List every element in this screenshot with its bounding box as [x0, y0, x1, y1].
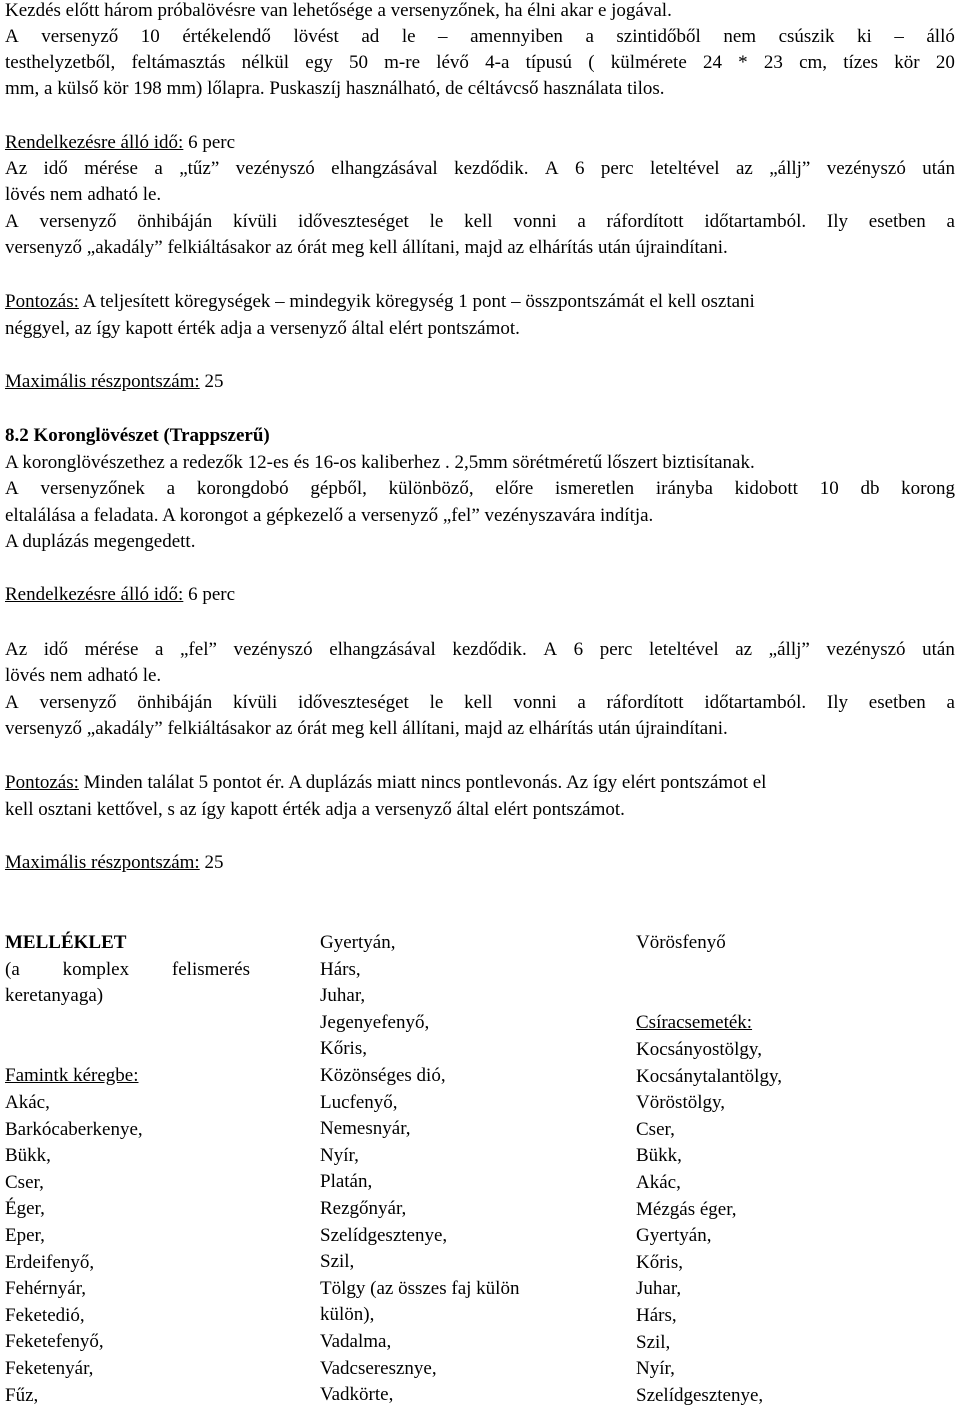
word: testhelyzetből,	[5, 52, 116, 73]
scoring-text: Minden találat 5 pontot ér. A duplázás miatt nincs pontlevonás. Az így elért pontszámot el	[78, 772, 767, 793]
list-item: Vörösfenyő	[636, 932, 726, 953]
word: kezdődik.	[454, 158, 529, 179]
paragraph-line: Kezdés előtt három próbalövésre van lehetősége a versenyzőnek, ha élni akar e jogával.	[5, 0, 672, 21]
word: időveszteséget	[298, 692, 409, 713]
scoring-text: A teljesített köregységek – mindegyik köregység 1 pont – összpontszámát el kell osztani	[78, 291, 755, 312]
paragraph-line: kell osztani kettővel, s az így kapott érték adja a versenyző által elért pontszámot.	[5, 799, 625, 820]
word: a	[946, 211, 955, 232]
list-item: Vadkörte,	[320, 1384, 394, 1406]
word: A	[543, 639, 558, 660]
list-item: Éger,	[5, 1198, 45, 1220]
word: nélkül	[241, 52, 290, 73]
word: 24	[702, 52, 722, 73]
paragraph-line	[5, 52, 955, 74]
list-item: Akác,	[5, 1092, 50, 1113]
word: vonni	[513, 692, 557, 713]
list-item: Fűz,	[5, 1384, 39, 1406]
word: –	[894, 26, 904, 47]
max-score-line	[5, 852, 223, 874]
word: a	[946, 692, 955, 713]
list-item: Feketedió,	[5, 1304, 85, 1326]
word: leteltével	[649, 639, 719, 660]
time-limit-value: 6 perc	[183, 584, 236, 605]
word: a	[154, 639, 164, 660]
word: csúszik	[778, 26, 835, 47]
word: értékelendő	[182, 26, 271, 47]
word: időtartamból.	[704, 211, 807, 232]
appendix-subtitle: keretanyaga)	[5, 985, 104, 1006]
word: felismerés	[171, 959, 250, 980]
list-item: Feketenyár,	[5, 1358, 94, 1379]
word: vezényszó	[235, 158, 315, 179]
word: az	[735, 639, 753, 660]
word: elhangzásával	[329, 639, 436, 660]
word: (a	[5, 959, 20, 980]
word: 6	[573, 639, 584, 660]
word: korong	[901, 478, 955, 499]
list-item: Hárs,	[320, 958, 361, 980]
word: kidobott	[734, 478, 798, 499]
word: álló	[926, 26, 955, 47]
list-item: Bükk,	[5, 1145, 51, 1167]
list-item: Nyír,	[636, 1358, 675, 1380]
word: kell	[464, 692, 493, 713]
paragraph-line: A duplázás megengedett.	[5, 531, 196, 552]
list-item: Szelídgesztenye,	[320, 1224, 448, 1246]
word: A	[544, 158, 559, 179]
paragraph-line	[5, 478, 955, 500]
word: 20	[935, 52, 955, 73]
word: elhangzásával	[331, 158, 438, 179]
word: a	[154, 158, 163, 179]
paragraph-line: lövés nem adható le.	[5, 184, 162, 205]
section-heading: 8.2 Koronglövészet (Trappszerű)	[5, 425, 270, 446]
max-score-value: 25	[199, 852, 224, 873]
word: időveszteséget	[298, 211, 409, 232]
word: a	[577, 211, 586, 232]
word: lövést	[293, 26, 339, 47]
word: 10	[819, 478, 839, 499]
paragraph-line	[5, 26, 955, 48]
word: „állj”	[768, 639, 810, 660]
word: a	[585, 26, 594, 47]
word: kívüli	[232, 211, 278, 232]
word: időtartamból.	[704, 692, 807, 713]
word: vezényszó	[826, 639, 906, 660]
word: „tűz”	[179, 158, 220, 179]
word: mérése	[84, 158, 138, 179]
word: után	[922, 639, 955, 660]
list-item: Jegenyefenyő,	[320, 1011, 430, 1033]
word: le	[401, 26, 416, 47]
word: Az	[5, 158, 28, 179]
word: különböző,	[388, 478, 474, 499]
word: ráfordított	[606, 692, 684, 713]
list-item: Vadcseresznye,	[320, 1357, 437, 1379]
max-score-label: Maximális részpontszám:	[5, 852, 200, 873]
word: A	[5, 211, 19, 232]
time-limit-label: Rendelkezésre álló idő:	[5, 132, 184, 153]
word: versenyző	[39, 692, 117, 713]
word: A	[5, 478, 19, 499]
paragraph-line: versenyző „akadály” felkiáltásakor az órát meg kell állítani, majd az elhárítás után újraindítani.	[5, 237, 728, 258]
word: lévő	[436, 52, 469, 73]
word: után	[922, 158, 955, 179]
paragraph-line	[5, 211, 955, 233]
word: 10	[140, 26, 160, 47]
word: idő	[43, 639, 69, 660]
word: perc	[599, 639, 633, 660]
paragraph-line	[5, 158, 955, 180]
word: esetben	[868, 211, 926, 232]
list-item: Gyertyán,	[320, 932, 396, 953]
list-item: Nemesnyár,	[320, 1118, 411, 1140]
list-item: Szelídgesztenye,	[636, 1384, 764, 1406]
list-item: Akác,	[636, 1172, 681, 1193]
seedlings-heading: Csíracsemeték:	[636, 1012, 753, 1033]
list-item: Nyír,	[320, 1144, 359, 1166]
word: versenyzőnek	[40, 478, 145, 499]
paragraph-line	[5, 639, 955, 661]
word: tízes	[843, 52, 879, 73]
scoring-line	[5, 291, 755, 313]
word: A	[5, 692, 19, 713]
word: 6	[574, 158, 585, 179]
word: leteltével	[649, 158, 720, 179]
word: amennyiben	[470, 26, 563, 47]
word: Ily	[826, 211, 849, 232]
word: vonni	[513, 211, 557, 232]
list-item: Cser,	[636, 1118, 675, 1140]
word: A	[5, 26, 19, 47]
word: ki	[857, 26, 872, 47]
word: vezényszó	[233, 639, 313, 660]
list-item: Kocsányostölgy,	[636, 1039, 762, 1060]
list-item: Erdeifenyő,	[5, 1251, 95, 1273]
word: db	[860, 478, 880, 499]
word: le	[429, 211, 444, 232]
list-item: Juhar,	[636, 1278, 682, 1300]
list-item: Gyertyán,	[636, 1225, 712, 1247]
list-item: külön),	[320, 1304, 375, 1326]
word: Az	[5, 639, 28, 660]
word: Ily	[826, 692, 849, 713]
word: önhibáján	[137, 692, 213, 713]
word: előre	[495, 478, 534, 499]
word: a	[166, 478, 176, 499]
word: le	[429, 692, 444, 713]
word: (	[588, 52, 595, 73]
word: ráfordított	[606, 211, 684, 232]
time-limit-label: Rendelkezésre álló idő:	[5, 584, 184, 605]
word: külmérete	[610, 52, 687, 73]
list-item: Barkócaberkenye,	[5, 1118, 143, 1140]
paragraph-line	[5, 692, 955, 714]
word: a	[577, 692, 586, 713]
list-item: Cser,	[5, 1171, 44, 1193]
word: 4-a	[485, 52, 510, 73]
word: ad	[361, 26, 380, 47]
scoring-label: Pontozás:	[5, 291, 79, 312]
list-item: Kocsánytalantölgy,	[636, 1065, 782, 1087]
max-score-label: Maximális részpontszám:	[5, 371, 200, 392]
word: 23	[763, 52, 783, 73]
word: vezényszó	[826, 158, 906, 179]
word: irányba	[655, 478, 713, 499]
paragraph-line: mm, a külső kör 198 mm) lőlapra. Puskaszíj használható, de céltávcső használata tilos.	[5, 78, 665, 99]
word: önhibáján	[137, 211, 213, 232]
paragraph-line: eltalálása a feladata. A korongot a gépkezelő a versenyző „fel” vezényszavára indítja.	[5, 505, 654, 526]
word: perc	[600, 158, 634, 179]
word: kívüli	[232, 692, 278, 713]
word: „fel”	[180, 639, 217, 660]
list-item: Feketefenyő,	[5, 1331, 104, 1353]
bark-samples-heading: Famintk kéregbe:	[5, 1065, 139, 1086]
word: gépből,	[310, 478, 367, 499]
word: *	[738, 52, 748, 73]
list-item: Kőris,	[320, 1038, 367, 1060]
word: cm,	[799, 52, 828, 73]
word: versenyző	[41, 26, 119, 47]
word: egy	[305, 52, 333, 73]
word: nem	[723, 26, 757, 47]
scoring-line	[5, 772, 766, 794]
list-item: Közönséges dió,	[320, 1065, 446, 1086]
list-item: Lucfenyő,	[320, 1091, 398, 1113]
word: típusú	[525, 52, 573, 73]
max-score-line	[5, 371, 223, 393]
list-item: Hárs,	[636, 1305, 677, 1326]
paragraph-line: néggyel, az így kapott érték adja a versenyző által elért pontszámot.	[5, 318, 520, 339]
word: korongdobó	[196, 478, 289, 499]
word: mérése	[84, 639, 139, 660]
appendix-title: MELLÉKLET	[5, 932, 127, 953]
list-item: Vadalma,	[320, 1331, 392, 1352]
list-item: Bükk,	[636, 1145, 682, 1167]
paragraph-line: A koronglövészethez a redezők 12-es és 16-os kaliberhez . 2,5mm sörétméretű lőszert biztisítanak.	[5, 452, 755, 473]
list-item: Tölgy (az összes faj külön	[320, 1277, 520, 1299]
scoring-label: Pontozás:	[5, 772, 79, 793]
word: „állj”	[769, 158, 811, 179]
word: az	[735, 158, 753, 179]
word: 50	[348, 52, 368, 73]
time-limit-line	[5, 132, 235, 154]
list-item: Vöröstölgy,	[636, 1092, 726, 1114]
paragraph-line: lövés nem adható le.	[5, 665, 162, 686]
list-item: Fehérnyár,	[5, 1278, 87, 1300]
word: feltámasztás	[131, 52, 226, 73]
word: esetben	[868, 692, 926, 713]
time-limit-line	[5, 584, 235, 606]
word: idő	[43, 158, 68, 179]
list-item: Eper,	[5, 1225, 45, 1246]
time-limit-value: 6 perc	[183, 132, 236, 153]
list-item: Kőris,	[636, 1251, 683, 1273]
paragraph-line: versenyző „akadály” felkiáltásakor az órát meg kell állítani, majd az elhárítás után újraindítani.	[5, 718, 728, 739]
word: m-re	[384, 52, 421, 73]
word: –	[438, 26, 448, 47]
list-item: Platán,	[320, 1171, 373, 1193]
max-score-value: 25	[199, 371, 224, 392]
word: kezdődik.	[452, 639, 527, 660]
word: kör	[894, 52, 920, 73]
word: kell	[464, 211, 493, 232]
appendix-subtitle	[5, 959, 250, 981]
list-item: Rezgőnyár,	[320, 1198, 407, 1219]
list-item: Szil,	[636, 1331, 671, 1353]
word: versenyző	[39, 211, 117, 232]
list-item: Juhar,	[320, 985, 366, 1007]
list-item: Mézgás éger,	[636, 1198, 737, 1220]
word: szintidőből	[616, 26, 701, 47]
word: komplex	[62, 959, 130, 980]
list-item: Szil,	[320, 1251, 355, 1273]
word: ismeretlen	[555, 478, 635, 499]
